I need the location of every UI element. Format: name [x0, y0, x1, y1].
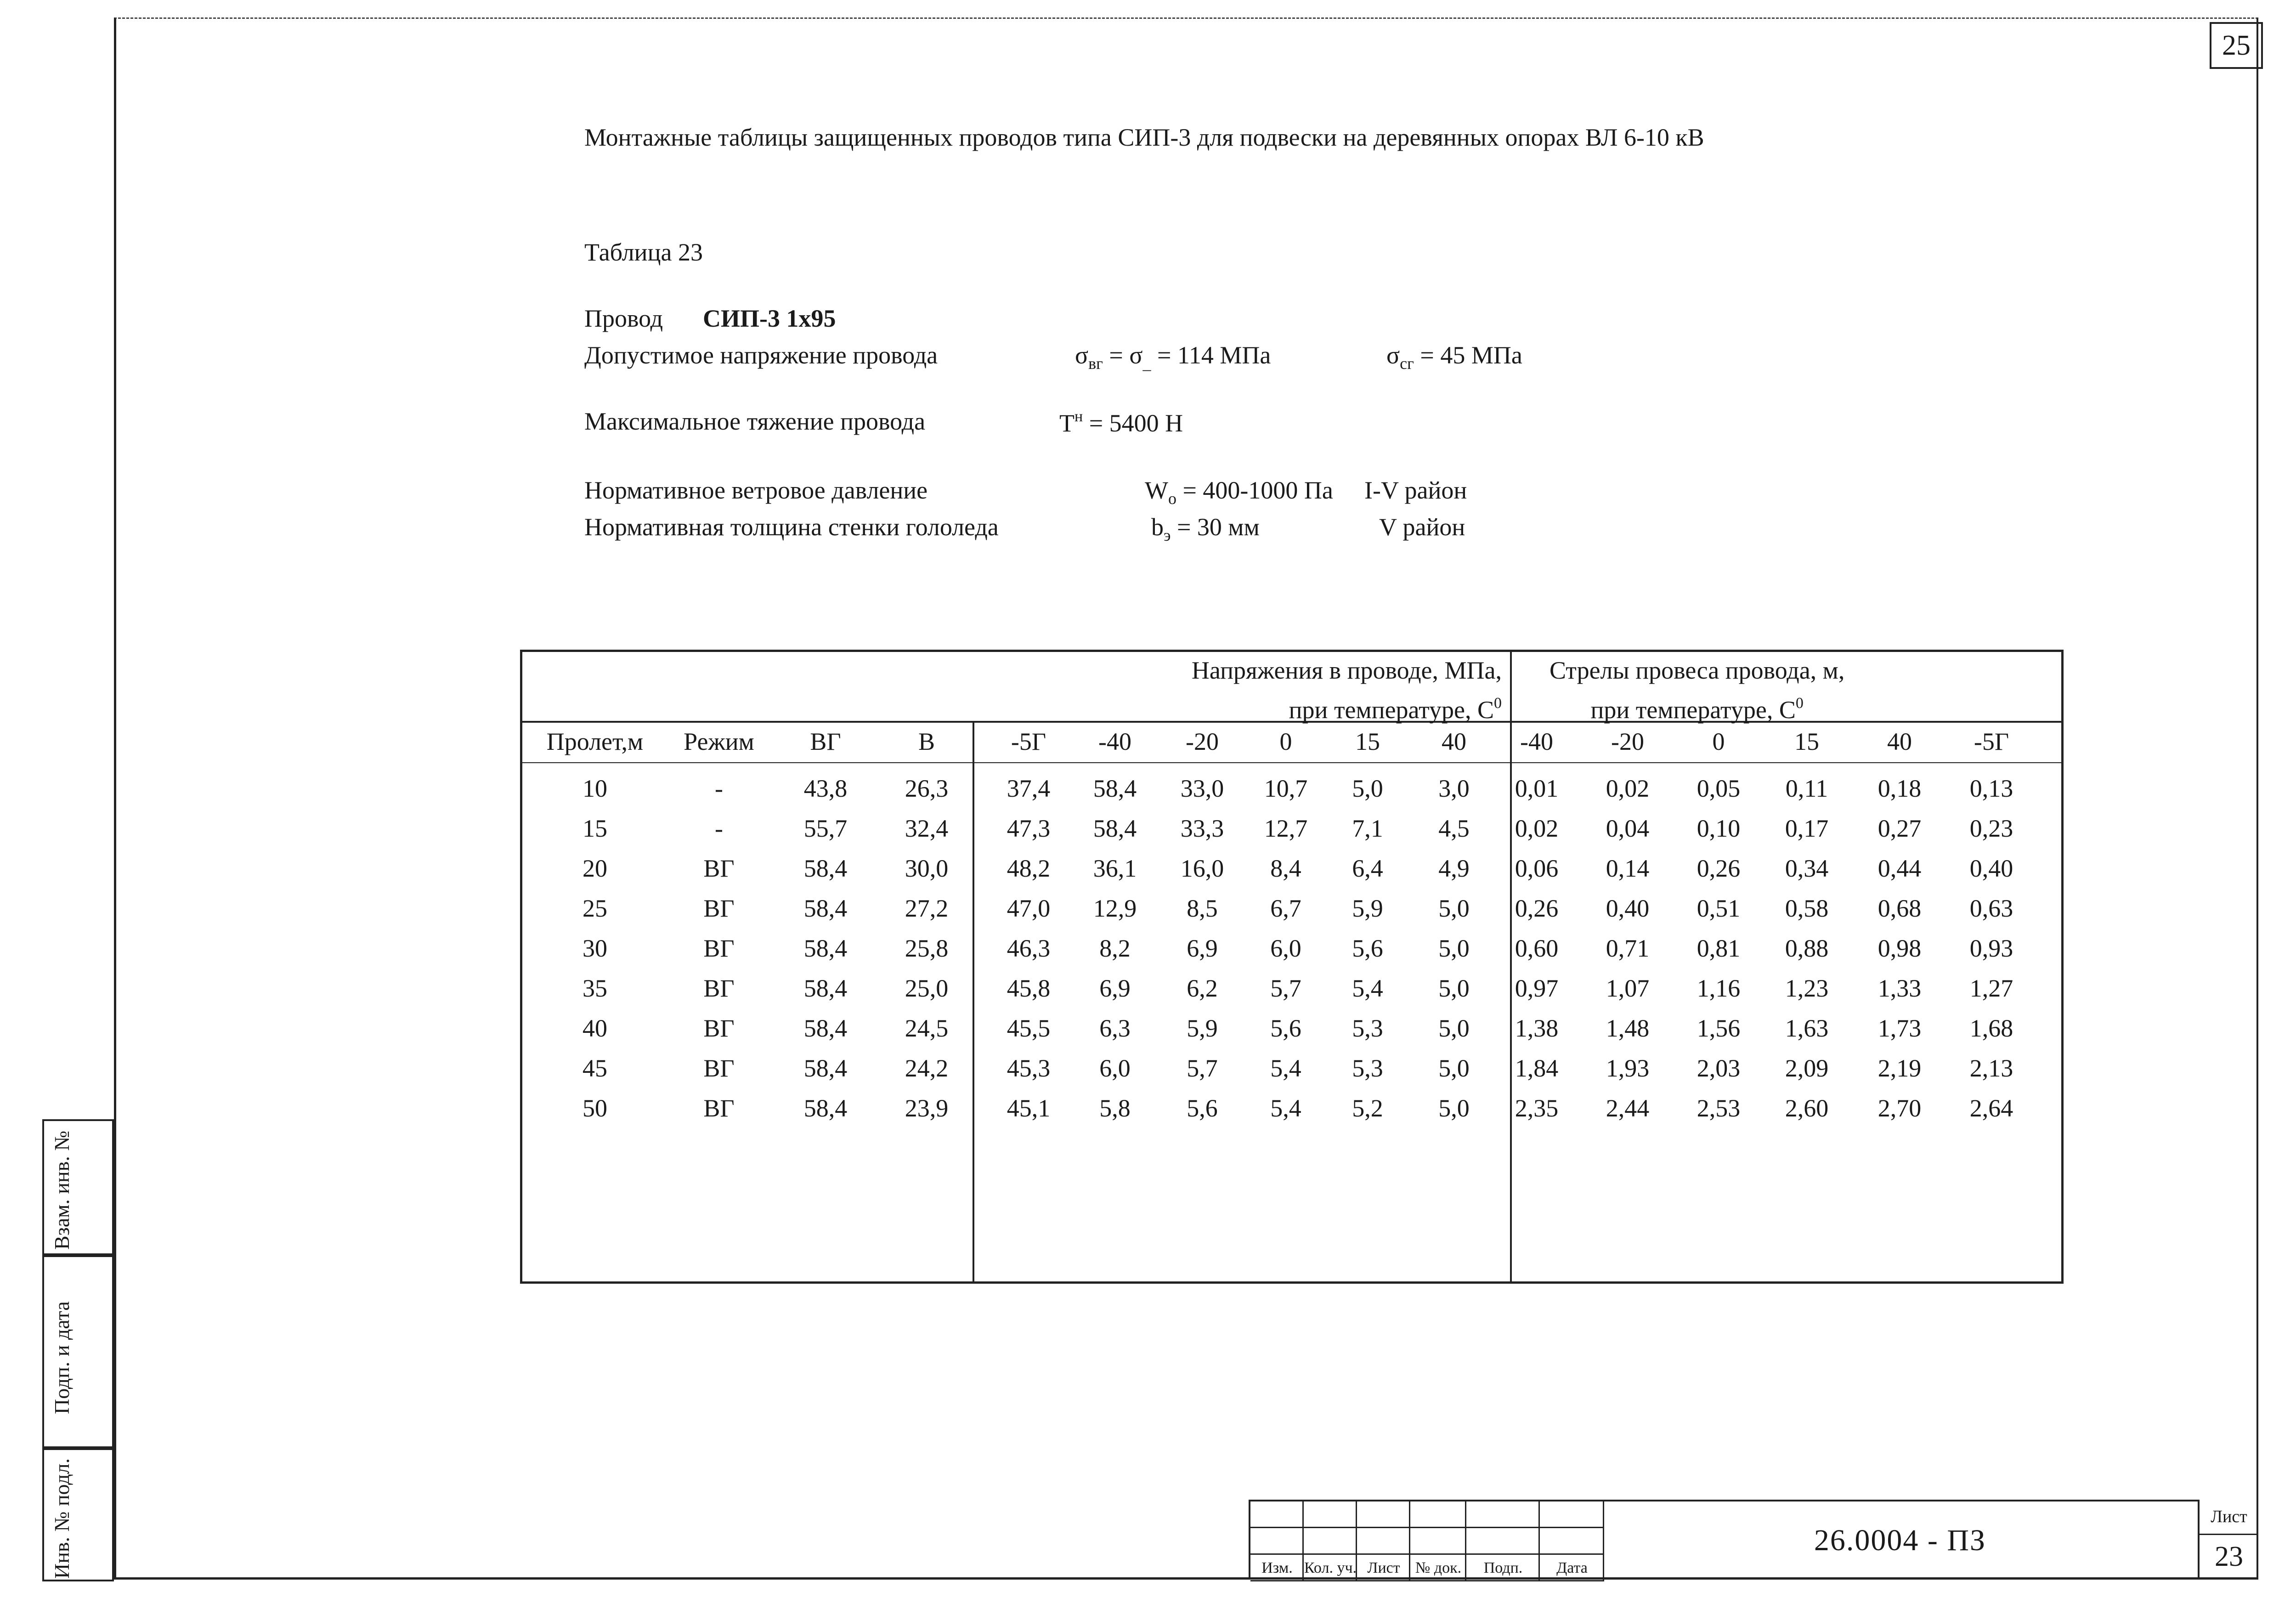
sag-tension-table — [520, 650, 2064, 1284]
table-cell: 0,98 — [1878, 935, 1922, 962]
table-cell: 2,19 — [1878, 1054, 1922, 1082]
wind-value: $W_о = 400-1000$ Па — [1145, 476, 1333, 508]
ice-label: Нормативная толщина стенки гололеда — [584, 513, 999, 541]
table-cell: 15 — [582, 815, 607, 842]
table-cell: 5,3 — [1352, 1014, 1383, 1042]
table-cell: ВГ — [703, 1054, 735, 1082]
table-cell: 1,93 — [1606, 1054, 1650, 1082]
title-block-cell — [1357, 1501, 1410, 1528]
table-cell: - — [715, 815, 723, 842]
table-cell: 5,8 — [1099, 1094, 1131, 1122]
table-cell: 10,7 — [1264, 775, 1308, 802]
table-cell: 0,68 — [1878, 895, 1922, 922]
wire-label: Провод — [584, 305, 663, 332]
allowable-stress-label: Допустимое напряжение провода — [584, 341, 938, 369]
table-cell: 0,26 — [1515, 895, 1559, 922]
table-cell: 0,93 — [1969, 935, 2013, 962]
table-cell: 0,71 — [1606, 935, 1650, 962]
table-cell: 5,6 — [1352, 935, 1383, 962]
table-cell: 0,11 — [1785, 775, 1828, 802]
table-cell: 5,9 — [1352, 895, 1383, 922]
table-cell: 45,8 — [1007, 974, 1051, 1002]
table-cell: 26,3 — [905, 775, 949, 802]
title-block-cell — [1250, 1528, 1304, 1555]
table-cell: 0,44 — [1878, 855, 1922, 882]
title-block-cell — [1540, 1528, 1604, 1555]
title-block-label: Кол. уч. — [1304, 1559, 1357, 1576]
table-cell: 45,1 — [1007, 1094, 1051, 1122]
table-cell: 1,23 — [1785, 974, 1829, 1002]
column-header: 40 — [1442, 728, 1466, 755]
column-header: -5Г — [1974, 728, 2009, 755]
table-cell: 58,4 — [803, 895, 848, 922]
title-block-label: Лист — [1367, 1559, 1400, 1576]
table-cell: 58,4 — [1093, 775, 1137, 802]
column-header: Пролет,м — [546, 728, 644, 755]
stamp-vzam-label: Взам. инв. № — [50, 1130, 74, 1250]
table-cell: 8,5 — [1187, 895, 1218, 922]
table-cell: ВГ — [703, 974, 735, 1002]
table-cell: 12,7 — [1264, 815, 1308, 842]
table-cell: 0,14 — [1606, 855, 1650, 882]
table-cell: 0,01 — [1515, 775, 1559, 802]
table-cell: 1,33 — [1878, 974, 1922, 1002]
table-cell: 5,0 — [1352, 775, 1383, 802]
table-cell: 1,63 — [1785, 1014, 1829, 1042]
table-cell: 37,4 — [1007, 775, 1051, 802]
table-cell: 0,02 — [1515, 815, 1559, 842]
table-cell: 1,27 — [1969, 974, 2013, 1002]
allowable-stress-sigma1: $\sigma_{вг} = \sigma_{\_} = 114$ МПа — [1075, 341, 1271, 373]
column-header: В — [918, 728, 935, 755]
table-cell: 0,02 — [1606, 775, 1650, 802]
table-cell: 2,64 — [1969, 1094, 2013, 1122]
table-cell: ВГ — [703, 895, 735, 922]
table-cell: 2,13 — [1969, 1054, 2013, 1082]
title-block-cell — [1540, 1501, 1604, 1528]
table-cell: 0,10 — [1697, 815, 1741, 842]
table-cell: 45,5 — [1007, 1014, 1051, 1042]
table-cell: 2,03 — [1697, 1054, 1741, 1082]
table-cell: 48,2 — [1007, 855, 1051, 882]
table-cell: 30,0 — [905, 855, 949, 882]
column-header: 15 — [1355, 728, 1380, 755]
table-cell: 10 — [582, 775, 607, 802]
column-header: -40 — [1520, 728, 1553, 755]
table-cell: 2,44 — [1606, 1094, 1650, 1122]
table-cell: 36,1 — [1093, 855, 1137, 882]
wire-value: СИП-3 1x95 — [703, 305, 836, 332]
table-cell: 24,5 — [905, 1014, 949, 1042]
column-header: -20 — [1186, 728, 1219, 755]
table-cell: 6,0 — [1270, 935, 1301, 962]
table-cell: 0,51 — [1697, 895, 1741, 922]
column-header: 0 — [1279, 728, 1292, 755]
table-cell: 12,9 — [1093, 895, 1137, 922]
table-cell: 33,0 — [1180, 775, 1224, 802]
table-cell: 0,81 — [1697, 935, 1741, 962]
table-cell: 5,0 — [1438, 935, 1470, 962]
title-block-label: Изм. — [1261, 1559, 1293, 1576]
sag-group-header: Стрелы провеса провода, м, при температуре, $С^0$ — [1550, 657, 1845, 724]
document-code: 26.0004 - ПЗ — [1602, 1500, 2200, 1580]
column-header-divider — [522, 762, 2061, 763]
table-cell: 2,53 — [1697, 1094, 1741, 1122]
table-cell: 6,9 — [1187, 935, 1218, 962]
table-cell: 5,3 — [1352, 1054, 1383, 1082]
table-cell: 0,88 — [1785, 935, 1829, 962]
table-cell: 0,26 — [1697, 855, 1741, 882]
max-tension-label: Максимальное тяжение провода — [584, 408, 926, 435]
table-cell: 2,35 — [1515, 1094, 1559, 1122]
table-cell: 5,6 — [1270, 1014, 1301, 1042]
table-cell: 50 — [582, 1094, 607, 1122]
ice-value: $b_э = 30$ мм — [1151, 513, 1260, 544]
column-header: Режим — [684, 728, 754, 755]
title-block-cell — [1250, 1501, 1304, 1528]
table-cell: 16,0 — [1180, 855, 1224, 882]
table-cell: 40 — [582, 1014, 607, 1042]
table-cell: 58,4 — [803, 1094, 848, 1122]
table-cell: 0,18 — [1878, 775, 1922, 802]
table-cell: 20 — [582, 855, 607, 882]
table-cell: 25,0 — [905, 974, 949, 1002]
table-cell: 6,3 — [1099, 1014, 1131, 1042]
title-block-cell — [1304, 1501, 1357, 1528]
table-cell: 1,56 — [1697, 1014, 1741, 1042]
table-cell: ВГ — [703, 935, 735, 962]
table-cell: 0,97 — [1515, 974, 1559, 1002]
table-cell: 0,06 — [1515, 855, 1559, 882]
allowable-stress-sigma2: $\sigma_{сг} = 45$ МПа — [1386, 341, 1522, 373]
table-cell: 58,4 — [803, 1014, 848, 1042]
table-cell: 5,0 — [1438, 895, 1470, 922]
table-cell: 3,0 — [1438, 775, 1470, 802]
table-cell: 0,40 — [1606, 895, 1650, 922]
column-header: 15 — [1794, 728, 1819, 755]
table-cell: 2,60 — [1785, 1094, 1829, 1122]
divider-params-stress — [973, 721, 974, 1281]
title-block-cell — [1466, 1528, 1540, 1555]
table-cell: ВГ — [703, 1094, 735, 1122]
table-cell: 58,4 — [803, 1054, 848, 1082]
wind-region: I-V район — [1364, 476, 1467, 504]
table-cell: 5,7 — [1187, 1054, 1218, 1082]
table-cell: 25 — [582, 895, 607, 922]
wind-label: Нормативное ветровое давление — [584, 476, 928, 504]
column-header: -20 — [1611, 728, 1644, 755]
table-cell: 8,4 — [1270, 855, 1301, 882]
table-cell: 0,60 — [1515, 935, 1559, 962]
table-cell: 5,4 — [1270, 1054, 1301, 1082]
table-cell: ВГ — [703, 855, 735, 882]
column-header: ВГ — [810, 728, 841, 755]
title-block-cell — [1357, 1528, 1410, 1555]
table-cell: ВГ — [703, 1014, 735, 1042]
table-cell: 58,4 — [1093, 815, 1137, 842]
table-cell: 5,0 — [1438, 1014, 1470, 1042]
table-cell: 5,4 — [1270, 1094, 1301, 1122]
max-tension-value: $T^н = 5400$ Н — [1059, 408, 1183, 437]
stamp-inv-label: Инв. № подл. — [50, 1458, 74, 1579]
table-cell: 35 — [582, 974, 607, 1002]
stamp-podp-label: Подп. и дата — [50, 1301, 74, 1414]
table-cell: 58,4 — [803, 935, 848, 962]
table-cell: 6,7 — [1270, 895, 1301, 922]
table-cell: 0,04 — [1606, 815, 1650, 842]
column-header: 40 — [1887, 728, 1912, 755]
table-cell: 6,4 — [1352, 855, 1383, 882]
title-block-label: Дата — [1556, 1559, 1588, 1576]
table-cell: 8,2 — [1099, 935, 1131, 962]
table-cell: 43,8 — [803, 775, 848, 802]
table-cell: 0,40 — [1969, 855, 2013, 882]
table-cell: 1,68 — [1969, 1014, 2013, 1042]
table-cell: 23,9 — [905, 1094, 949, 1122]
column-header: -40 — [1098, 728, 1131, 755]
sheet-label: Лист — [2200, 1500, 2258, 1535]
table-cell: 58,4 — [803, 974, 848, 1002]
document-heading: Монтажные таблицы защищенных проводов типа СИП-3 для подвески на деревянных опорах ВЛ 6-10 кВ — [584, 124, 1704, 151]
table-cell: 46,3 — [1007, 935, 1051, 962]
table-cell: 5,9 — [1187, 1014, 1218, 1042]
table-cell: 47,3 — [1007, 815, 1051, 842]
table-cell: 1,38 — [1515, 1014, 1559, 1042]
table-cell: 58,4 — [803, 855, 848, 882]
divider-stress-sag — [1510, 652, 1512, 1281]
table-cell: 0,27 — [1878, 815, 1922, 842]
table-cell: 5,6 — [1187, 1094, 1218, 1122]
table-cell: 0,17 — [1785, 815, 1829, 842]
table-cell: 4,9 — [1438, 855, 1470, 882]
table-cell: 1,84 — [1515, 1054, 1559, 1082]
stress-group-header: Напряжения в проводе, МПа, при температуре, $С^0$ — [1191, 657, 1502, 724]
table-cell: 0,58 — [1785, 895, 1829, 922]
title-block-cell — [1410, 1528, 1466, 1555]
table-cell: 4,5 — [1438, 815, 1470, 842]
title-block-cell — [1466, 1501, 1540, 1528]
ice-region: V район — [1379, 513, 1465, 541]
title-block-cell — [1410, 1501, 1466, 1528]
column-header: -5Г — [1011, 728, 1046, 755]
table-cell: 27,2 — [905, 895, 949, 922]
table-cell: 1,16 — [1697, 974, 1741, 1002]
table-cell: 0,63 — [1969, 895, 2013, 922]
table-cell: 0,05 — [1697, 775, 1741, 802]
table-cell: 25,8 — [905, 935, 949, 962]
column-header: 0 — [1712, 728, 1725, 755]
table-cell: 1,73 — [1878, 1014, 1922, 1042]
table-cell: 0,13 — [1969, 775, 2013, 802]
table-cell: 5,7 — [1270, 974, 1301, 1002]
page-number: 25 — [2210, 22, 2263, 69]
table-cell: 6,9 — [1099, 974, 1131, 1002]
table-cell: 2,09 — [1785, 1054, 1829, 1082]
table-cell: 5,0 — [1438, 1094, 1470, 1122]
table-cell: 47,0 — [1007, 895, 1051, 922]
title-block-cell — [1304, 1528, 1357, 1555]
sheet-number: 23 — [2215, 1541, 2243, 1572]
table-cell: 2,70 — [1878, 1094, 1922, 1122]
table-cell: 6,0 — [1099, 1054, 1131, 1082]
table-cell: 5,4 — [1352, 974, 1383, 1002]
table-cell: 7,1 — [1352, 815, 1383, 842]
title-block-label: Подп. — [1483, 1559, 1523, 1576]
table-cell: 0,23 — [1969, 815, 2013, 842]
table-cell: - — [715, 775, 723, 802]
table-cell: 55,7 — [803, 815, 848, 842]
table-label: Таблица 23 — [584, 238, 703, 266]
table-cell: 5,0 — [1438, 1054, 1470, 1082]
table-cell: 1,48 — [1606, 1014, 1650, 1042]
title-block-label: № док. — [1415, 1559, 1462, 1576]
title-block-grid — [1249, 1500, 1602, 1580]
table-cell: 6,2 — [1187, 974, 1218, 1002]
table-cell: 24,2 — [905, 1054, 949, 1082]
table-cell: 5,2 — [1352, 1094, 1383, 1122]
sheet-box — [2200, 1500, 2258, 1580]
table-cell: 32,4 — [905, 815, 949, 842]
table-cell: 45 — [582, 1054, 607, 1082]
table-cell: 33,3 — [1180, 815, 1224, 842]
table-cell: 30 — [582, 935, 607, 962]
table-cell: 1,07 — [1606, 974, 1650, 1002]
table-cell: 0,34 — [1785, 855, 1829, 882]
table-cell: 45,3 — [1007, 1054, 1051, 1082]
table-cell: 5,0 — [1438, 974, 1470, 1002]
